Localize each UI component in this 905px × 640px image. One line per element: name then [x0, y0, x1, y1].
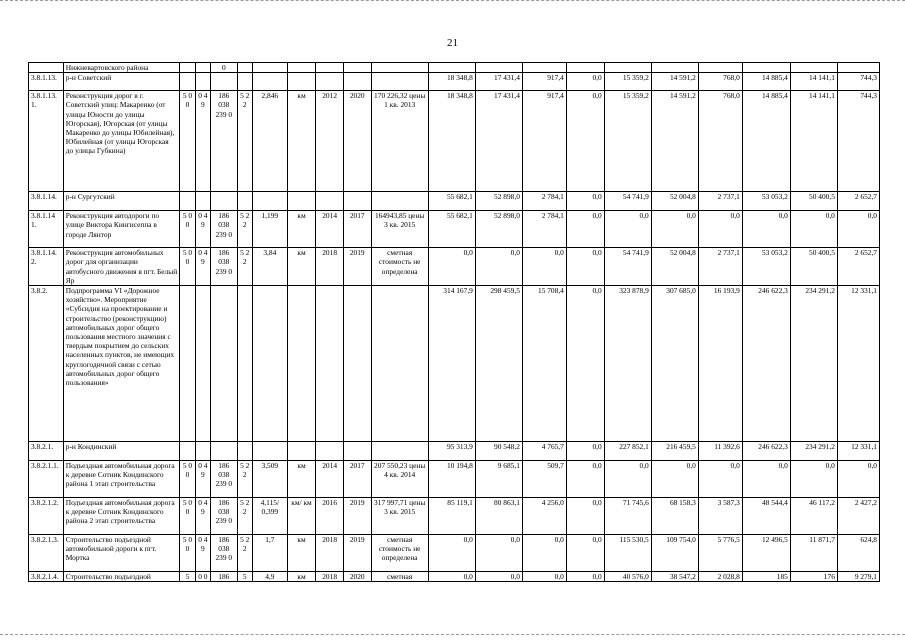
table-cell: 90 548,2 [475, 442, 522, 461]
table-cell [566, 63, 604, 73]
table-cell: 176 [790, 572, 837, 582]
table-cell: 5 0 0 [180, 498, 195, 535]
table-cell: 0,0 [790, 211, 837, 248]
table-cell: 0,0 [566, 73, 604, 91]
table-cell [428, 63, 475, 73]
table-cell: 2018 [316, 572, 344, 582]
table-cell [343, 192, 371, 211]
table-cell: 48 544,4 [742, 498, 790, 535]
table-cell [343, 63, 371, 73]
table-cell: 509,7 [522, 461, 566, 498]
table-cell: 2012 [316, 91, 344, 192]
table-cell: 5 2 2 [237, 461, 252, 498]
table-cell: 768,0 [698, 91, 742, 192]
table-cell [316, 286, 344, 442]
table-cell: 71 745,6 [604, 498, 651, 535]
table-cell: 3.8.1.14. [29, 192, 64, 211]
table-cell [287, 192, 316, 211]
table-cell: 3.8.2.1. [29, 442, 64, 461]
table-cell: 3.8.2.1.2. [29, 498, 64, 535]
table-cell: 5 0 0 [180, 248, 195, 286]
table-cell [237, 192, 252, 211]
table-cell [371, 442, 428, 461]
table-cell: 3,509 [252, 461, 287, 498]
table-cell: 2 784,1 [522, 211, 566, 248]
table-cell [522, 63, 566, 73]
table-cell: 234 291,2 [790, 286, 837, 442]
table-cell: 46 117,2 [790, 498, 837, 535]
table-cell [837, 63, 879, 73]
table-cell: Реконструкция дорог в г. Советский улиц: Макаренко (от улицы Юности до улицы Югорская), Югорская (от улицы Макаренко до улицы Юбилейная), Юбилейная (от улицы Югорская до улицы Губкина) [63, 91, 180, 192]
table-cell: 0,0 [566, 535, 604, 572]
table-cell: 3.8.2.1.4. [29, 572, 64, 582]
table-cell: 2016 [316, 498, 344, 535]
table-cell: 85 119,1 [428, 498, 475, 535]
table-row [29, 461, 880, 498]
table-cell [211, 192, 238, 211]
table-cell: 0 4 9 [195, 248, 210, 286]
table-cell [651, 63, 698, 73]
table-cell: 2 427,2 [837, 498, 879, 535]
table-cell: 5 0 0 [180, 535, 195, 572]
table-cell: км [287, 535, 316, 572]
table-cell: 4,9 [252, 572, 287, 582]
table-cell: 5 0 0 [180, 461, 195, 498]
table-cell: 186 038 239 0 [211, 91, 238, 192]
table-cell: 4,115/ 0,399 [252, 498, 287, 535]
table-cell: 15 708,4 [522, 286, 566, 442]
table-cell: 4 256,0 [522, 498, 566, 535]
table-cell: 52 898,0 [475, 211, 522, 248]
table-cell [316, 192, 344, 211]
table-cell: 744,3 [837, 91, 879, 192]
table-cell [604, 63, 651, 73]
table-cell: Подъездная автомобильная дорога к деревне Сотник Кондинского района 1 этап строительства [63, 461, 180, 498]
table-cell: 207 550,23 цены 4 кв. 2014 [371, 461, 428, 498]
table-row [29, 91, 880, 192]
table-cell: 2 737,1 [698, 192, 742, 211]
table-cell [237, 73, 252, 91]
table-cell: 3.8.2. [29, 286, 64, 442]
table-cell: 0,0 [522, 572, 566, 582]
table-cell: 170 226,32 цены 1 кв. 2013 [371, 91, 428, 192]
table-cell: 109 754,0 [651, 535, 698, 572]
table-cell: 0 0 [195, 572, 210, 582]
table-cell: 0,0 [742, 211, 790, 248]
table-cell: 216 459,5 [651, 442, 698, 461]
table-cell: 2018 [316, 535, 344, 572]
table-cell: 0,0 [566, 192, 604, 211]
table-cell: 5 0 0 [180, 211, 195, 248]
table-cell [287, 442, 316, 461]
table-cell: 246 622,3 [742, 286, 790, 442]
table-cell: 16 193,9 [698, 286, 742, 442]
table-cell [475, 63, 522, 73]
table-cell: 55 682,1 [428, 192, 475, 211]
table-cell: 17 431,4 [475, 91, 522, 192]
table-cell: 40 576,0 [604, 572, 651, 582]
table-cell: 3.8.1.14. 2. [29, 248, 64, 286]
table-cell [316, 63, 344, 73]
table-cell: 164943,85 цены 3 кв. 2015 [371, 211, 428, 248]
table-cell: 18 348,8 [428, 73, 475, 91]
table-cell [29, 63, 64, 73]
table-cell: Нижневартовского района [63, 63, 180, 73]
table-cell: Реконструкция автомобильных дорог для организации автобусного движения в пгт. Белый Яр [63, 248, 180, 286]
table-cell: 0,0 [475, 535, 522, 572]
table-row [29, 498, 880, 535]
table-cell: 2014 [316, 211, 344, 248]
table-cell: 52 898,0 [475, 192, 522, 211]
table-row [29, 535, 880, 572]
table-cell: 2018 [316, 248, 344, 286]
table-cell: 186 038 239 0 [211, 211, 238, 248]
table-cell: 0,0 [566, 286, 604, 442]
table-cell: 2,846 [252, 91, 287, 192]
table-cell: 2 784,1 [522, 192, 566, 211]
table-cell: км/ км [287, 498, 316, 535]
table-cell: 234 291,2 [790, 442, 837, 461]
table-cell: 14 885,4 [742, 91, 790, 192]
table-cell: 68 158,3 [651, 498, 698, 535]
table-cell: 4 765,7 [522, 442, 566, 461]
table-cell: 0,0 [475, 248, 522, 286]
table-cell: 5 2 2 [237, 248, 252, 286]
table-cell: 5 2 2 [237, 535, 252, 572]
table-cell: Строительство подъездной [63, 572, 180, 582]
table-cell: 17 431,4 [475, 73, 522, 91]
table-cell [180, 286, 195, 442]
table-cell [180, 63, 195, 73]
table-cell: сметная стоимость не определена [371, 535, 428, 572]
table-cell: 227 852,1 [604, 442, 651, 461]
table-cell: 3,84 [252, 248, 287, 286]
table-cell: 0,0 [604, 211, 651, 248]
table-cell: 0 4 9 [195, 91, 210, 192]
table-cell: 11 871,7 [790, 535, 837, 572]
table-cell: 5 2 2 [237, 91, 252, 192]
table-cell: 0,0 [790, 461, 837, 498]
table-cell: 14 885,4 [742, 73, 790, 91]
table-cell: 2020 [343, 91, 371, 192]
table-cell: 12 331,1 [837, 286, 879, 442]
table-cell: р-н Советский [63, 73, 180, 91]
table-cell: км [287, 248, 316, 286]
table-cell [252, 286, 287, 442]
table-cell: 0 [211, 63, 238, 73]
table-cell: Строительство подъездной автомобильной дороги к пгт. Мортка [63, 535, 180, 572]
table-cell [343, 286, 371, 442]
table-cell: Подъездная автомобильная дорога к деревне Сотник Кондинского района 2 этап строительства [63, 498, 180, 535]
table-cell: 0,0 [566, 442, 604, 461]
table-cell: 186 038 239 0 [211, 461, 238, 498]
table-cell: 186 [211, 572, 238, 582]
table-cell: 624,8 [837, 535, 879, 572]
table-cell: 12 496,5 [742, 535, 790, 572]
table-cell: 0,0 [742, 461, 790, 498]
table-row [29, 248, 880, 286]
table-cell: 0,0 [475, 572, 522, 582]
table-cell: 0,0 [837, 461, 879, 498]
table-cell [371, 192, 428, 211]
table-cell [211, 73, 238, 91]
table-cell: 2017 [343, 461, 371, 498]
table-cell [316, 73, 344, 91]
table-cell: 0,0 [566, 461, 604, 498]
table-cell [211, 286, 238, 442]
table-cell: 186 038 239 0 [211, 248, 238, 286]
table-cell: сметная стоимость не определена [371, 248, 428, 286]
table-cell: 0 4 9 [195, 461, 210, 498]
table-cell: 1,199 [252, 211, 287, 248]
table-cell [211, 442, 238, 461]
table-cell: 52 004,8 [651, 192, 698, 211]
table-cell: 0,0 [428, 535, 475, 572]
table-cell [252, 442, 287, 461]
table-cell: 917,4 [522, 91, 566, 192]
table-cell: Подпрограмма VI «Дорожное хозяйство». Мероприятие «Субсидия на проектирование и строительство (реконструкцию) автомобильных дорог общего пользования местного значения с твердым покрытием до сельских населенных пунктов, не имеющих круглогодичной связи с сетью автомобильных дорог общего пользования» [63, 286, 180, 442]
table-cell: 15 359,2 [604, 91, 651, 192]
table-cell: 0,0 [522, 248, 566, 286]
table-cell [698, 63, 742, 73]
table-cell: 54 741,9 [604, 192, 651, 211]
table-cell: 185 [742, 572, 790, 582]
table-cell: км [287, 91, 316, 192]
table-cell: 917,4 [522, 73, 566, 91]
table-cell: 768,0 [698, 73, 742, 91]
table-cell: 186 038 239 0 [211, 535, 238, 572]
table-cell [195, 73, 210, 91]
table-cell: 2 652,7 [837, 192, 879, 211]
table-cell [287, 286, 316, 442]
table-cell: 95 313,9 [428, 442, 475, 461]
table-cell: 314 167,9 [428, 286, 475, 442]
table-cell: 0,0 [522, 535, 566, 572]
table-cell: 0,0 [698, 461, 742, 498]
table-cell [343, 442, 371, 461]
table-cell: 298 459,5 [475, 286, 522, 442]
table-cell [237, 63, 252, 73]
table-cell [742, 63, 790, 73]
table-cell: 2 652,7 [837, 248, 879, 286]
table-cell [195, 63, 210, 73]
table-row [29, 211, 880, 248]
table-cell: 3.8.1.13. 1. [29, 91, 64, 192]
table-cell: 186 038 239 0 [211, 498, 238, 535]
table-cell: 323 878,9 [604, 286, 651, 442]
table-cell: 54 741,9 [604, 248, 651, 286]
table-cell: 0 4 9 [195, 498, 210, 535]
table-cell: Реконструкция автодороги по улице Виктора Кингисеппа в городе Лянтор [63, 211, 180, 248]
scan-edge-bottom [0, 634, 905, 635]
table-cell: 0,0 [604, 461, 651, 498]
table-cell: 2020 [343, 572, 371, 582]
table-cell [316, 442, 344, 461]
table-cell: р-н Кондинский [63, 442, 180, 461]
table-cell: 5 776,5 [698, 535, 742, 572]
table-cell [252, 63, 287, 73]
table-cell: 0,0 [698, 211, 742, 248]
table-row [29, 63, 880, 73]
table-row [29, 192, 880, 211]
table-cell: 0,0 [566, 91, 604, 192]
table-cell: 0,0 [566, 572, 604, 582]
table-cell: 246 622,3 [742, 442, 790, 461]
table-cell: 2019 [343, 248, 371, 286]
table-cell: 3.8.1.14 1. [29, 211, 64, 248]
table-cell: 2014 [316, 461, 344, 498]
table-cell: 5 0 0 [180, 91, 195, 192]
table-cell [195, 442, 210, 461]
table-cell: 0,0 [566, 211, 604, 248]
table-cell: 0,0 [428, 248, 475, 286]
table-cell: км [287, 461, 316, 498]
table-cell: 5 [237, 572, 252, 582]
table-cell: 2019 [343, 535, 371, 572]
table-cell: 5 2 2 [237, 211, 252, 248]
table-cell [180, 192, 195, 211]
table-cell: 2 028,8 [698, 572, 742, 582]
table-cell: 0,0 [428, 572, 475, 582]
table-cell: 2 737,1 [698, 248, 742, 286]
table-cell: 0,0 [566, 498, 604, 535]
table-cell: 10 194,8 [428, 461, 475, 498]
scan-edge-top [0, 0, 905, 1]
table-cell [343, 73, 371, 91]
table-cell [237, 286, 252, 442]
table-cell: 744,3 [837, 73, 879, 91]
table-cell: 1,7 [252, 535, 287, 572]
table-cell: 0 4 9 [195, 535, 210, 572]
table-cell: 5 2 2 [237, 498, 252, 535]
page-number: 21 [447, 37, 458, 49]
table-row [29, 442, 880, 461]
table-cell: 0,0 [651, 461, 698, 498]
table-cell: 15 359,2 [604, 73, 651, 91]
table-cell: 11 392,6 [698, 442, 742, 461]
table-cell: 0 4 9 [195, 211, 210, 248]
table-cell: 3.8.2.1.1. [29, 461, 64, 498]
table-cell: 307 685,0 [651, 286, 698, 442]
table-cell: 115 530,5 [604, 535, 651, 572]
table-cell [371, 63, 428, 73]
table-cell [371, 286, 428, 442]
table-cell [252, 73, 287, 91]
table-cell: 14 141,1 [790, 91, 837, 192]
table-cell: 55 682,1 [428, 211, 475, 248]
table-cell: 52 004,8 [651, 248, 698, 286]
table-cell [180, 73, 195, 91]
table-cell: 9 685,1 [475, 461, 522, 498]
table-cell: 3 587,3 [698, 498, 742, 535]
table-cell: км [287, 572, 316, 582]
table-cell: 5 [180, 572, 195, 582]
table-cell [237, 442, 252, 461]
table-cell: 38 547,2 [651, 572, 698, 582]
table-cell: 14 591,2 [651, 73, 698, 91]
table-cell: 2017 [343, 211, 371, 248]
table-cell: 80 863,1 [475, 498, 522, 535]
table-cell: 12 331,1 [837, 442, 879, 461]
table-cell: 0,0 [837, 211, 879, 248]
table-cell: 50 400,5 [790, 248, 837, 286]
table-cell: 0,0 [566, 248, 604, 286]
table-cell: 2019 [343, 498, 371, 535]
table-cell [287, 73, 316, 91]
table-cell: км [287, 211, 316, 248]
table-cell: 9 279,1 [837, 572, 879, 582]
table-cell [252, 192, 287, 211]
table-row [29, 73, 880, 91]
table-cell [195, 286, 210, 442]
table-cell: 18 348,8 [428, 91, 475, 192]
table-cell [195, 192, 210, 211]
table-cell: 3.8.2.1.3. [29, 535, 64, 572]
table-cell: р-н Сургутский [63, 192, 180, 211]
table-cell: сметная [371, 572, 428, 582]
table-row [29, 286, 880, 442]
table-cell: 50 400,5 [790, 192, 837, 211]
table-cell: 0,0 [651, 211, 698, 248]
budget-table [28, 62, 880, 582]
table-cell: 14 141,1 [790, 73, 837, 91]
table-cell: 53 053,2 [742, 192, 790, 211]
table-cell [287, 63, 316, 73]
table-cell [180, 442, 195, 461]
table-cell: 14 591,2 [651, 91, 698, 192]
table-cell [371, 73, 428, 91]
table-cell [790, 63, 837, 73]
table-cell: 317 997,71 цены 3 кв. 2015 [371, 498, 428, 535]
table-row [29, 572, 880, 582]
table-cell: 3.8.1.13. [29, 73, 64, 91]
table-cell: 53 053,2 [742, 248, 790, 286]
